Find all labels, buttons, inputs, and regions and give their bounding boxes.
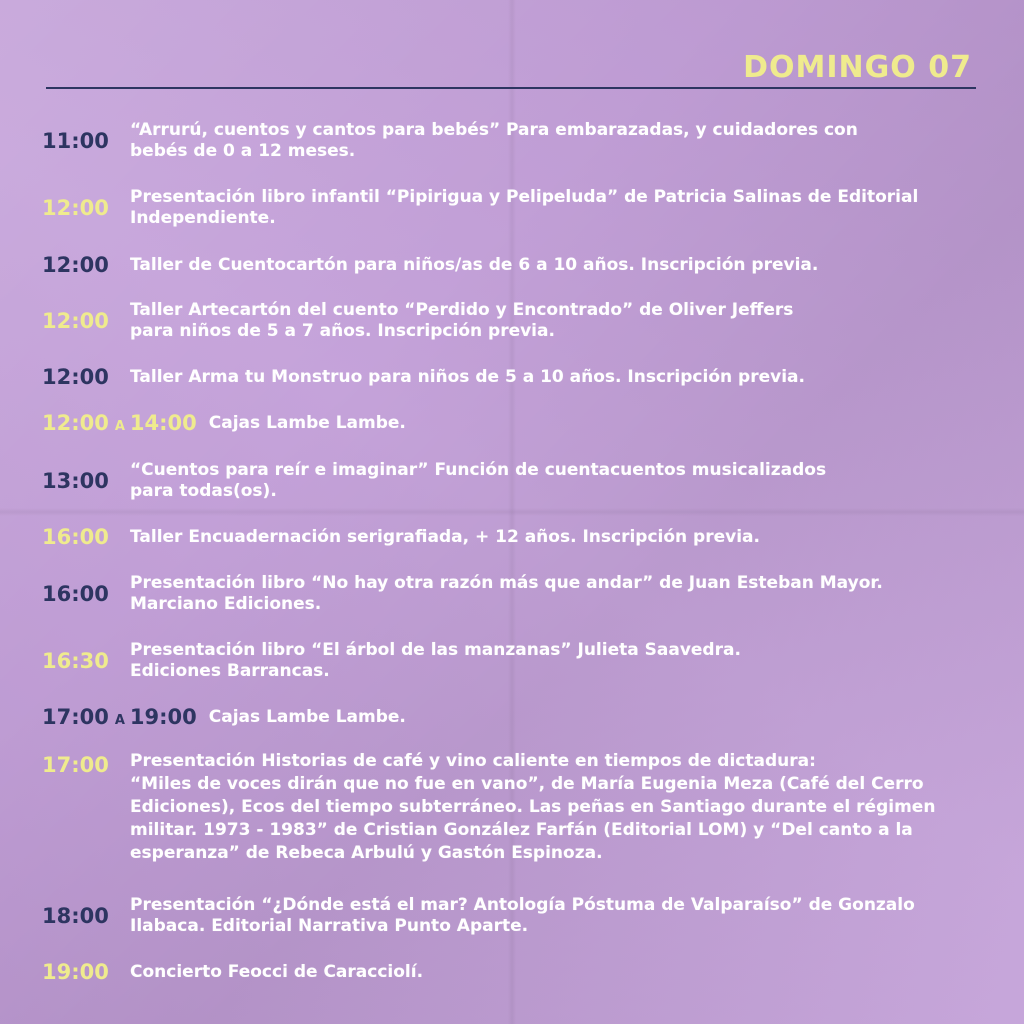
event-description: Taller Encuadernación serigrafiada, + 12 años. Inscripción previa. bbox=[130, 526, 760, 547]
event-row bbox=[0, 750, 1024, 868]
event-time-start: 12:00 bbox=[42, 411, 109, 435]
event-row bbox=[0, 703, 1024, 731]
event-description: Presentación Historias de café y vino caliente en tiempos de dictadura: “Miles de voces dirán que no fue en vano”, de María Eugenia Meza (Café del Cerro Ediciones), Ecos del tiempo subterráneo. Las peñas en Santiago durante el régimen militar. 1973 - 1983” de Cristian González Farfán (Editorial LOM) y “Del canto a la esperanza” de Rebeca Arbulú y Gastón Espinoza. bbox=[130, 751, 936, 863]
event-row bbox=[0, 457, 1024, 505]
event-row bbox=[0, 409, 1024, 437]
event-row bbox=[0, 958, 1024, 986]
event-time-range bbox=[42, 705, 197, 729]
event-time: 12:00 bbox=[42, 309, 109, 333]
event-time: 19:00 bbox=[42, 960, 109, 984]
event-time: 17:00 bbox=[42, 753, 109, 777]
event-description: “Cuentos para reír e imaginar” Función de cuentacuentos musicalizados para todas(os). bbox=[130, 460, 827, 501]
event-row bbox=[0, 252, 1024, 278]
event-description: Taller de Cuentocartón para niños/as de 6 a 10 años. Inscripción previa. bbox=[130, 254, 819, 275]
event-time-end: 14:00 bbox=[129, 411, 197, 435]
event-time-range bbox=[42, 411, 197, 435]
event-description: Cajas Lambe Lambe. bbox=[208, 706, 406, 727]
event-description: Presentación libro “El árbol de las manzanas” Julieta Saavedra. Ediciones Barrancas. bbox=[130, 640, 741, 681]
event-row bbox=[0, 637, 1024, 685]
event-time: 16:00 bbox=[42, 525, 109, 549]
event-time: 13:00 bbox=[42, 469, 109, 493]
event-description: Concierto Feocci de Caracciolí. bbox=[130, 961, 424, 982]
event-description: Cajas Lambe Lambe. bbox=[208, 412, 406, 433]
event-row bbox=[0, 570, 1024, 618]
event-time: 12:00 bbox=[42, 365, 109, 389]
event-row bbox=[0, 184, 1024, 232]
event-description: Presentación “¿Dónde está el mar? Antología Póstuma de Valparaíso” de Gonzalo Ilabaca. Editorial Narrativa Punto Aparte. bbox=[130, 895, 915, 936]
event-row bbox=[0, 297, 1024, 345]
event-time-start: 17:00 bbox=[42, 705, 109, 729]
event-description: Presentación libro infantil “Pipirigua y Pelipeluda” de Patricia Salinas de Editorial Independiente. bbox=[130, 187, 919, 228]
time-connector: A bbox=[114, 419, 125, 434]
event-time-end: 19:00 bbox=[129, 705, 197, 729]
event-time: 12:00 bbox=[42, 196, 109, 220]
event-description: Taller Arma tu Monstruo para niños de 5 a 10 años. Inscripción previa. bbox=[130, 366, 805, 387]
event-time: 11:00 bbox=[42, 129, 109, 153]
event-description: Taller Artecartón del cuento “Perdido y Encontrado” de Oliver Jeffers para niños de 5 a 7 años. Inscripción previa. bbox=[130, 300, 794, 341]
time-connector: A bbox=[114, 713, 125, 728]
header-divider bbox=[46, 87, 976, 89]
event-description: “Arrurú, cuentos y cantos para bebés” Para embarazadas, y cuidadores con bebés de 0 a 12 meses. bbox=[130, 120, 858, 161]
event-row bbox=[0, 524, 1024, 550]
page-title: DOMINGO 07 bbox=[743, 50, 972, 85]
event-description: Presentación libro “No hay otra razón más que andar” de Juan Esteban Mayor. Marciano Ediciones. bbox=[130, 573, 883, 614]
event-time: 12:00 bbox=[42, 253, 109, 277]
event-row bbox=[0, 364, 1024, 390]
event-row bbox=[0, 117, 1024, 165]
event-time: 16:00 bbox=[42, 582, 109, 606]
event-row bbox=[0, 892, 1024, 940]
event-time: 18:00 bbox=[42, 904, 109, 928]
event-time: 16:30 bbox=[42, 649, 109, 673]
